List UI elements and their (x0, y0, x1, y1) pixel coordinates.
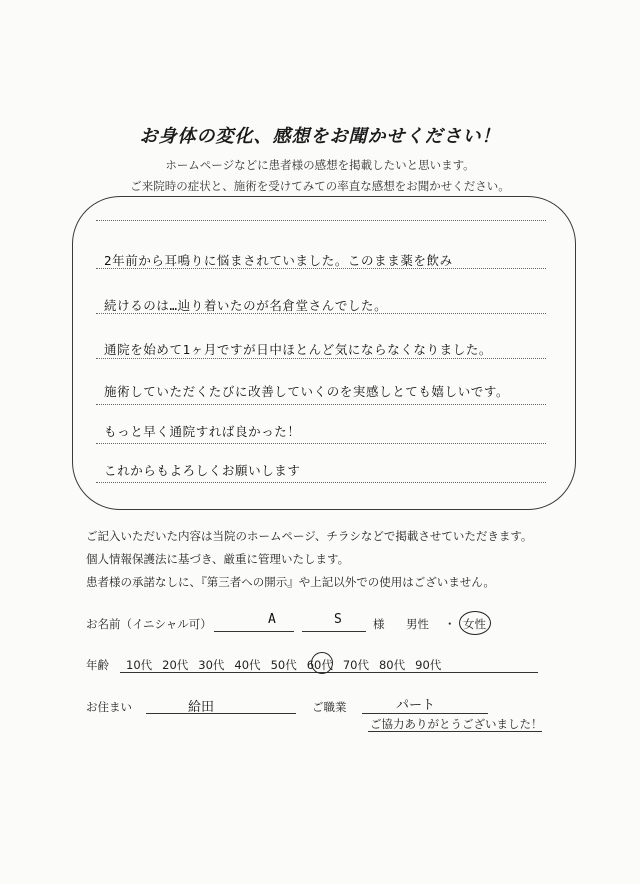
age-option: 90代 (415, 658, 442, 672)
age-option: 20代 (162, 658, 189, 672)
comment-line: これからもよろしくお願いします (104, 463, 301, 478)
subtitle-line-2: ご来院時の症状と、施術を受けてみての率直な感想をお聞かせください。 (130, 179, 510, 193)
age-option: 70代 (342, 658, 369, 672)
notice-line-1: ご記入いただいた内容は当院のホームページ、チラシなどで掲載させていただきます。 (86, 529, 533, 543)
page-title: お身体の変化、感想をお聞かせください！ (139, 126, 501, 147)
ruled-line (96, 404, 546, 405)
job-underline (362, 713, 488, 714)
gender-female: 女性 (463, 617, 486, 631)
address-underline (146, 713, 296, 714)
ruled-line (96, 358, 546, 359)
age-underline (120, 672, 538, 673)
age-label: 年齢 (86, 658, 109, 672)
gender-male: 男性 (406, 617, 429, 631)
name-underline-1 (214, 631, 294, 632)
job-label: ご職業 (312, 700, 347, 714)
age-option: 50代 (270, 658, 297, 672)
age-selected-circle (311, 652, 333, 674)
thanks-underline (368, 731, 542, 732)
name-initial-1: A (268, 612, 276, 627)
comment-line: 2年前から耳鳴りに悩まされていました。このまま薬を飲み (104, 253, 453, 268)
age-option: 10代 (126, 658, 153, 672)
age-option: 40代 (234, 658, 261, 672)
age-options (126, 657, 451, 673)
job-value: パート (396, 698, 436, 713)
ruled-line (96, 220, 546, 221)
subtitle-line-1: ホームページなどに患者様の感想を掲載したいと思います。 (165, 158, 475, 172)
age-option: 60代 (306, 658, 333, 672)
comment-line: 施術していただくたびに改善していくのを実感しとても嬉しいです。 (104, 384, 510, 399)
ruled-line (96, 482, 546, 483)
thanks-message: ご協力ありがとうございました！ (370, 717, 543, 731)
age-option: 30代 (198, 658, 225, 672)
comment-line: 通院を始めて1ヶ月ですが日中ほとんど気にならなくなりました。 (104, 342, 493, 357)
honorific: 様 (373, 617, 385, 631)
name-label: お名前（イニシャル可） (86, 617, 212, 631)
address-label: お住まい (86, 700, 132, 714)
gender-separator: ・ (444, 617, 456, 631)
name-underline-2 (302, 631, 366, 632)
comment-line: 続けるのは…辿り着いたのが名倉堂さんでした。 (104, 298, 388, 313)
notice-line-3: 患者様の承諾なしに、『第三者への開示』や上記以外での使用はございません。 (86, 575, 495, 589)
age-option: 80代 (378, 658, 406, 672)
ruled-line (96, 443, 546, 444)
name-initial-2: S (334, 612, 342, 627)
comment-line: もっと早く通院すれば良かった！ (104, 424, 301, 439)
notice-line-2: 個人情報保護法に基づき、厳重に管理いたします。 (86, 552, 350, 566)
gender-selected-circle (459, 611, 491, 635)
address-value: 給田 (188, 700, 215, 715)
